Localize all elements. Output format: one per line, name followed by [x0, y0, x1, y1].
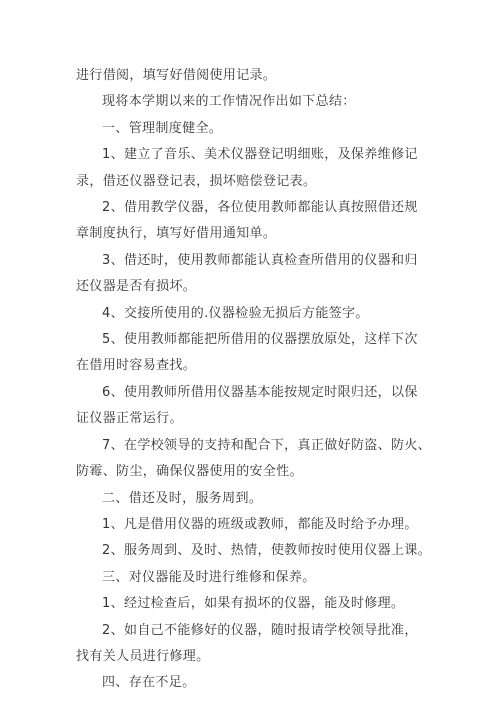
text-line: 进行借阅，填写好借阅使用记录。	[76, 68, 277, 83]
section-heading: 一、管理制度健全。	[102, 120, 223, 136]
text-line: 3、借还时，使用教师都能认真检查所借用的仪器和归	[102, 252, 418, 268]
text-line: 7、在学校领导的支持和配合下，真正做好防盗、防火、	[102, 437, 432, 453]
text-line: 4、交接所使用的.仪器检验无损后方能签字。	[102, 305, 369, 321]
text-line: 2、如自己不能修好的仪器，随时报请学校领导批准，	[102, 622, 418, 638]
text-line: 章制度执行，填写好借用通知单。	[76, 226, 277, 242]
text-line: 证仪器正常运行。	[76, 411, 183, 427]
text-line: 1、建立了音乐、美术仪器登记明细账，及保养维修记	[102, 147, 418, 163]
text-line: 在借用时容易查找。	[76, 358, 197, 374]
text-line: 1、凡是借用仪器的班级或教师，都能及时给予办理。	[102, 516, 418, 532]
text-line: 2、借用教学仪器，各位使用教师都能认真按照借还规	[102, 200, 418, 216]
text-line: 2、服务周到、及时、热情，使教师按时使用仪器上课。	[102, 543, 432, 559]
text-line: 6、使用教师所借用仪器基本能按规定时限归还，以保	[102, 384, 418, 400]
text-line: 找有关人员进行修理。	[76, 648, 210, 664]
section-heading: 三、对仪器能及时进行维修和保养。	[102, 569, 316, 585]
text-line: 现将本学期以来的工作情况作出如下总结：	[102, 94, 356, 110]
section-heading: 二、借还及时，服务周到。	[102, 490, 263, 506]
document-body	[76, 63, 431, 697]
text-line: 防霉、防尘，确保仪器使用的安全性。	[76, 464, 303, 480]
text-line: 还仪器是否有损坏。	[76, 279, 197, 295]
text-line: 录，借还仪器登记表，损坏赔偿登记表。	[76, 173, 317, 189]
text-line: 1、经过检查后，如果有损坏的仪器，能及时修理。	[102, 596, 405, 612]
section-heading: 四、存在不足。	[102, 675, 196, 691]
text-line: 5、使用教师都能把所借用的仪器摆放原处，这样下次	[102, 332, 418, 348]
